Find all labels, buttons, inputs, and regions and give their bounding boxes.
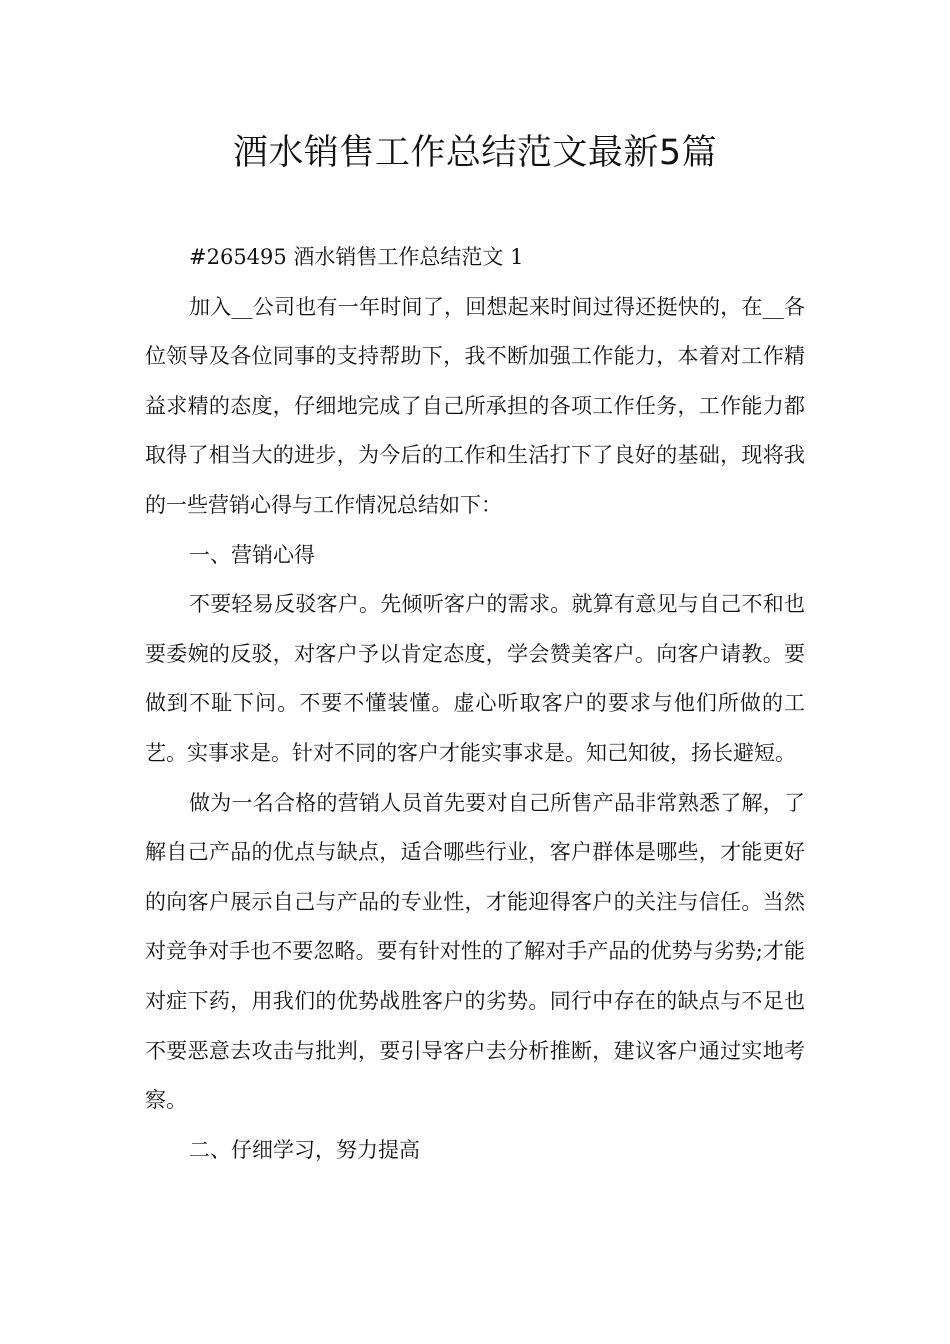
section-heading-learning: 二、仔细学习，努力提高	[189, 1137, 420, 1162]
paragraph-customer-approach: 不要轻易反驳客户。先倾听客户的需求。就算有意见与自己不和也要委婉的反驳，对客户予以肯定态度，学会赞美客户。向客户请教。要做到不耻下问。不要不懂装懂。虚心听取客户的要求与他们所做的工艺。实事求是。针对不同的客户才能实事求是。知己知彼，扬长避短。	[145, 592, 805, 765]
document-body	[145, 233, 805, 1175]
paragraph-intro: 加入__公司也有一年时间了，回想起来时间过得还挺快的，在__各位领导及各位同事的支持帮助下，我不断加强工作能力，本着对工作精益求精的态度，仔细地完成了自己所承担的各项工作任务，工作能力都取得了相当大的进步，为今后的工作和生活打下了良好的基础，现将我的一些营销心得与工作情况总结如下：	[145, 294, 805, 517]
paragraph-product-knowledge: 做为一名合格的营销人员首先要对自己所售产品非常熟悉了解，了解自己产品的优点与缺点，适合哪些行业，客户群体是哪些，才能更好的向客户展示自己与产品的专业性，才能迎得客户的关注与信任。当然对竞争对手也不要忽略。要有针对性的了解对手产品的优势与劣势;才能对症下药，用我们的优势战胜客户的劣势。同行中存在的缺点与不足也不要恶意去攻击与批判，要引导客户去分析推断，建议客户通过实地考察。	[145, 790, 805, 1113]
document-subtitle: #265495 酒水销售工作总结范文 1	[189, 245, 524, 269]
document-title: 酒水销售工作总结范文最新5篇	[232, 133, 718, 173]
section-heading-marketing: 一、营销心得	[189, 542, 315, 567]
